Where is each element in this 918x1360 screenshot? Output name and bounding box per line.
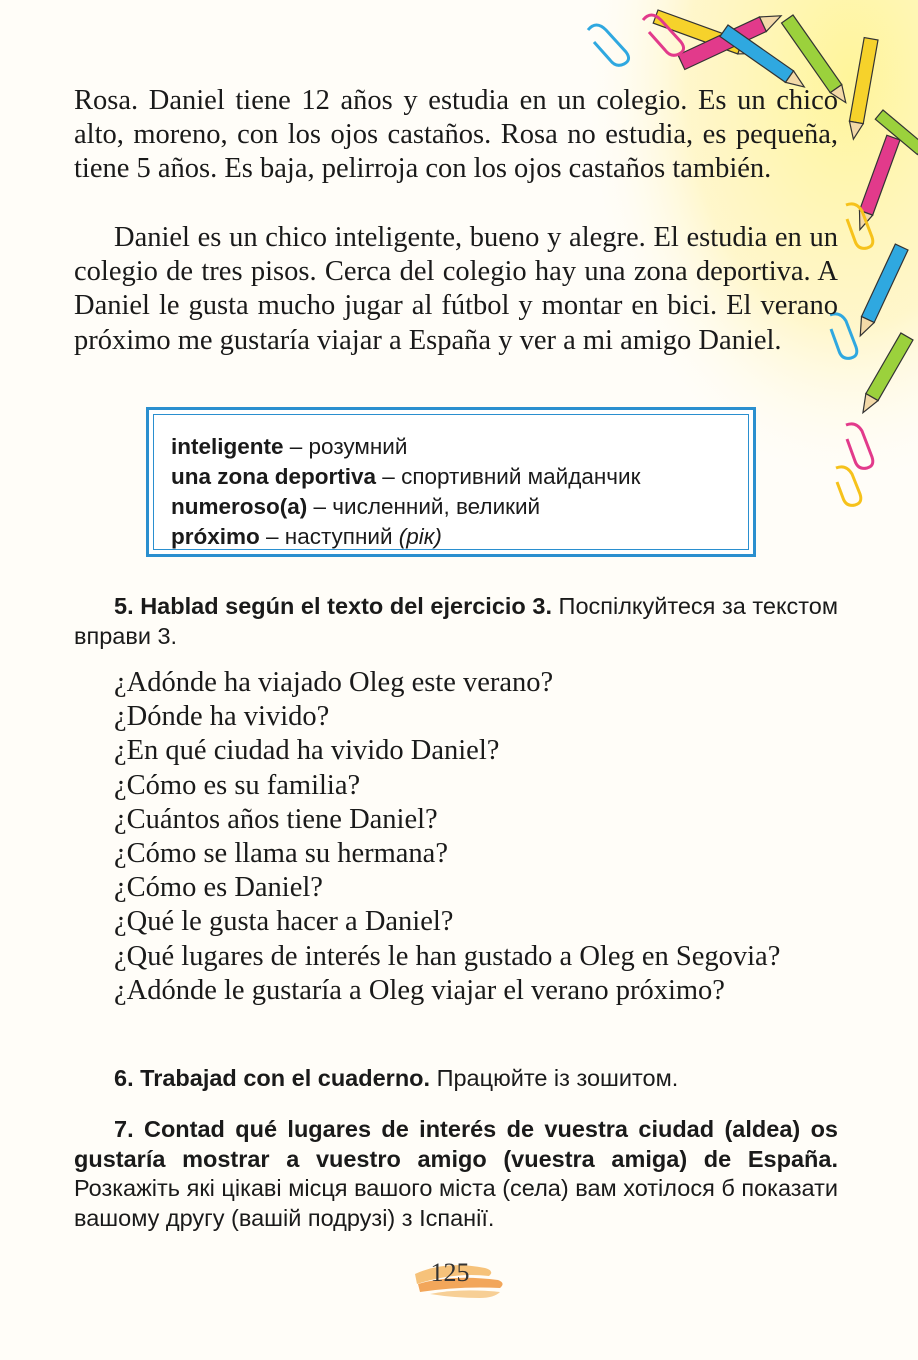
vocabulary-list [171, 432, 640, 552]
exercise-7-number: 7. [114, 1116, 134, 1142]
exercise-5-instruction: Поспілкуйтеся за текстом вправи 3. [74, 593, 839, 649]
reading-paragraph-1 [74, 84, 838, 187]
vocabulary-translation: розумний [308, 434, 408, 459]
question-item: ¿Qué lugares de interés le han gustado a Oleg en Segovia? [114, 940, 781, 972]
page-number [410, 1252, 510, 1304]
exercise-6-instruction: Працюйте із зошитом. [430, 1065, 679, 1091]
exercise-7-heading [74, 1115, 838, 1233]
question-item: ¿Dónde ha vivido? [114, 701, 330, 733]
reading-paragraph-2-text: Daniel es un chico inteligente, bueno y alegre. El estudia en un colegio de tres pisos. Cerca del colegio hay una zona deportiva. A Daniel le gusta mucho jugar al fútbol y montar en bici. El verano próximo me gustaría viajar a España y ver a mi amigo Daniel. [74, 222, 838, 356]
question-list [74, 666, 838, 1008]
exercise-7-title: Contad qué lugares de interés de vuestra ciudad (aldea) os gustaría mostrar a vuestro amigo (vuestra amiga) de España. [74, 1116, 839, 1172]
vocabulary-item [171, 492, 640, 522]
question-item: ¿Cómo es Daniel? [114, 872, 323, 904]
vocabulary-term: próximo [171, 524, 260, 549]
vocabulary-note: (рік) [398, 524, 442, 549]
vocabulary-item [171, 522, 640, 552]
question-item: ¿Cuántos años tiene Daniel? [114, 803, 438, 835]
exercise-6-number: 6. [114, 1065, 134, 1091]
page-number-text: 125 [430, 1258, 470, 1287]
question-item: ¿Adónde le gustaría a Oleg viajar el verano próximo? [114, 974, 725, 1006]
reading-paragraph-2 [74, 221, 838, 358]
exercise-6-heading [74, 1064, 838, 1094]
vocabulary-dash: – [283, 434, 309, 459]
vocabulary-item [171, 462, 640, 492]
vocabulary-translation: спортивний майданчик [401, 464, 641, 489]
vocabulary-term: numeroso(a) [171, 494, 308, 519]
reading-paragraph-1-text: Rosa. Daniel tiene 12 años y estudia en un colegio. Es un chico alto, moreno, con los ojos castaños. Rosa no estudia, es pequeña, tiene 5 años. Es baja, pelirroja con los ojos castaños también. [74, 85, 838, 185]
question-item: ¿Cómo es su familia? [114, 769, 361, 801]
vocabulary-term: una zona deportiva [171, 464, 377, 489]
vocabulary-translation: численний, великий [332, 494, 541, 519]
vocabulary-box [146, 407, 756, 557]
exercise-5-heading [74, 592, 838, 651]
exercise-5-title: Hablad según el texto del ejercicio 3 [140, 593, 546, 619]
vocabulary-item [171, 432, 640, 462]
exercise-6-title: Trabajad con el cuaderno. [140, 1065, 431, 1091]
vocabulary-term: inteligente [171, 434, 284, 459]
vocabulary-dash: – [307, 494, 333, 519]
question-item: ¿Adónde ha viajado Oleg este verano? [114, 667, 554, 698]
exercise-5-title-period: . [545, 593, 552, 619]
vocabulary-dash: – [376, 464, 402, 489]
question-item: ¿Cómo se llama su hermana? [114, 838, 448, 870]
exercise-5-number: 5. [114, 593, 134, 619]
vocabulary-translation: наступний [284, 524, 399, 549]
exercise-7-instruction: Розкажіть які цікаві місця вашого міста (села) вам хотілося б показати вашому другу (вашій подрузі) з Іспанії. [74, 1175, 838, 1231]
question-item: ¿En qué ciudad ha vivido Daniel? [114, 735, 500, 767]
vocabulary-dash: – [259, 524, 285, 549]
question-item: ¿Qué le gusta hacer a Daniel? [114, 906, 454, 938]
